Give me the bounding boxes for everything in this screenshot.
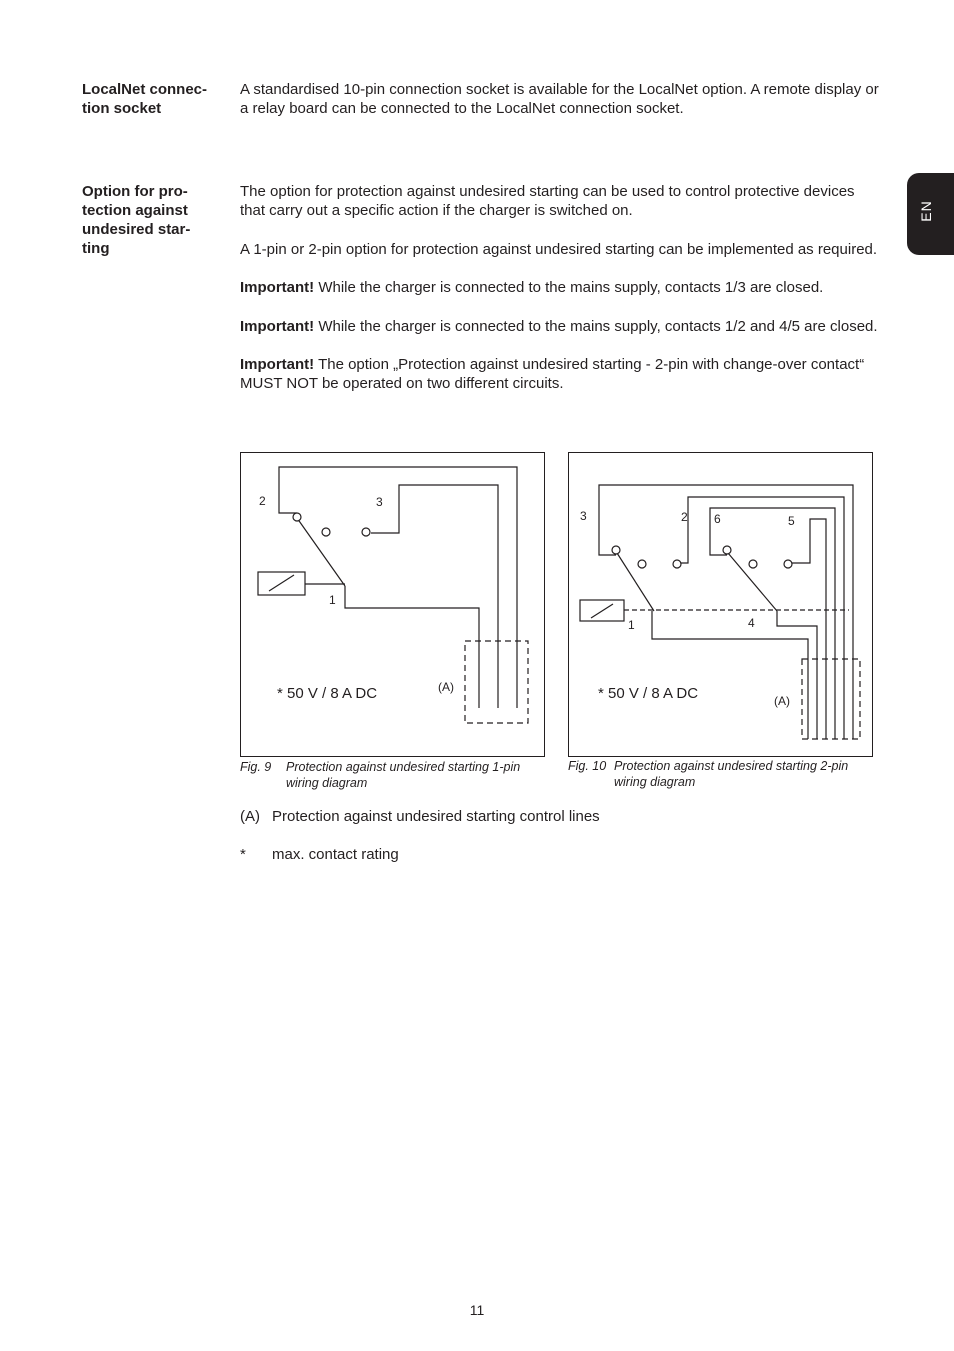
section-body-localnet: [240, 80, 880, 138]
pin-label-2: 2: [259, 494, 266, 508]
wire-pin6: [710, 508, 835, 739]
paragraph: A standardised 10-pin connection socket is available for the LocalNet option. A remote display or a relay board can be connected to the LocalNet connection socket.: [240, 81, 879, 117]
legend-key: (A): [240, 808, 260, 825]
figure-9-svg: [241, 453, 546, 758]
contact-1-terminal: [322, 528, 330, 536]
paragraph-important: Important! While the charger is connected to the mains supply, contacts 1/3 are closed.: [240, 279, 824, 296]
legend-item-contact-rating: [240, 845, 880, 865]
wire-pin1: [652, 611, 808, 739]
contact-4-terminal: [749, 560, 757, 568]
switch-lever-1: [617, 553, 654, 611]
section-heading-localnet: LocalNet connec- tion socket: [82, 81, 208, 117]
control-lines-box: [802, 659, 860, 739]
pin-label-3: 3: [580, 509, 587, 523]
rating-label: * 50 V / 8 A DC: [598, 685, 699, 702]
contact-1-terminal: [638, 560, 646, 568]
legend-value: max. contact rating: [272, 846, 399, 863]
pin-label-2: 2: [681, 510, 688, 524]
control-lines-label: (A): [774, 694, 790, 708]
contact-2: [293, 513, 301, 521]
contact-5: [784, 560, 792, 568]
legend-item-control-lines: [240, 807, 880, 827]
relay-coil-diagonal: [591, 604, 613, 618]
wire-pin2: [679, 497, 844, 739]
rating-label: * 50 V / 8 A DC: [277, 685, 378, 702]
control-lines-label: (A): [438, 680, 454, 694]
pin-label-1: 1: [628, 618, 635, 632]
paragraph-important: Important! While the charger is connected to the mains supply, contacts 1/2 and 4/5 are closed.: [240, 317, 878, 335]
figure-9-caption: [240, 759, 540, 793]
wire-pin4: [777, 611, 817, 739]
contact-2: [673, 560, 681, 568]
figure-9-wiring-diagram: [240, 452, 545, 757]
figure-10-svg: [569, 453, 874, 758]
pin-label-4: 4: [748, 616, 755, 630]
language-tab: [907, 173, 954, 255]
contact-3: [362, 528, 370, 536]
legend-key: *: [240, 846, 246, 863]
pin-label-1: 1: [329, 593, 336, 607]
paragraph-important: Important! The option „Protection against undesired starting - 2-pin with change-over contact“ MUST NOT be operated on two different circuits.: [240, 356, 865, 392]
figure-10-caption: [568, 758, 868, 792]
section-body-protection: [240, 182, 880, 413]
language-tab-label: EN: [918, 200, 934, 222]
figure-9-number: Fig. 9: [240, 760, 272, 774]
paragraph: A 1-pin or 2-pin option for protection against undesired starting can be implemented as required.: [240, 240, 878, 258]
pin-label-3: 3: [376, 495, 383, 509]
relay-coil-diagonal: [269, 575, 294, 591]
pin-label-6: 6: [714, 512, 721, 526]
control-lines-box: [465, 641, 528, 723]
legend-value: Protection against undesired starting control lines: [272, 808, 600, 825]
section-heading-protection: Option for pro- tection against undesired star- ting: [82, 183, 191, 257]
contact-3: [612, 546, 620, 554]
switch-lever: [297, 518, 345, 586]
figure-10-caption-text: Protection against undesired starting 2-pin wiring diagram: [614, 759, 849, 789]
page-number: 11: [469, 1302, 485, 1318]
wire-pin2: [279, 467, 517, 708]
figure-10-wiring-diagram: [568, 452, 873, 757]
figure-10-number: Fig. 10: [568, 759, 607, 773]
pin-label-5: 5: [788, 514, 795, 528]
figure-9-caption-text: Protection against undesired starting 1-pin wiring diagram: [286, 760, 521, 790]
paragraph: The option for protection against undesired starting can be used to control protective devices that carry out a specific action if the charger is switched on.: [240, 183, 855, 219]
contact-6: [723, 546, 731, 554]
